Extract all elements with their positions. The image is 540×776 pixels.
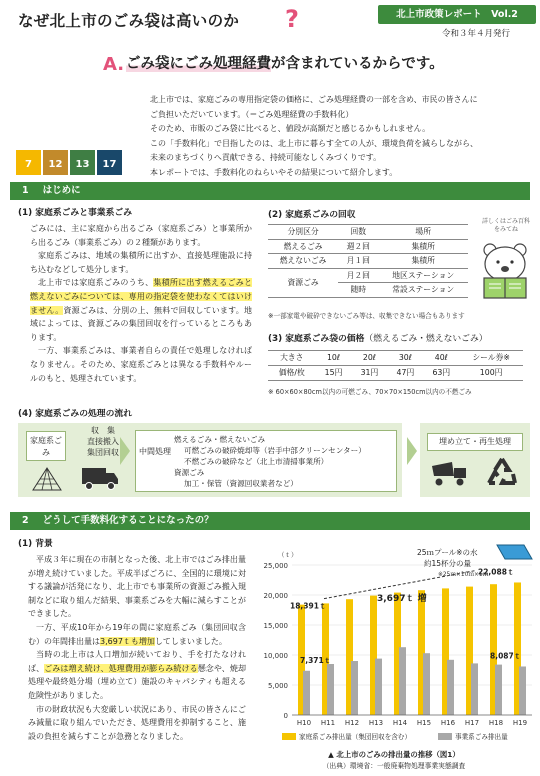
sdg-goal-icon: 12 (43, 150, 68, 175)
report-date: 令和３年４月発行 (442, 29, 511, 39)
y-tick-label: 5,000 (267, 682, 288, 690)
intro-text (150, 93, 530, 180)
x-tick-label: H17 (464, 719, 480, 727)
chart-caption: ▲ 北上市のごみの排出量の推移（図1） (328, 750, 460, 759)
table-row: 随時 常設ステーション (268, 283, 468, 298)
subsection-1-2-title: (2) 家庭系ごみの回収 (268, 210, 356, 220)
waste-trend-chart (252, 535, 536, 773)
bar-business (423, 653, 430, 715)
bar-business (351, 661, 358, 715)
sdg-goal-icon: 13 (70, 150, 95, 175)
flow-details: 燃えるごみ・燃えないごみ 可燃ごみの破砕焼却等（岩手中部クリーンセンター） 不燃ごみの破砕など（北上市清掃事業所） 資源ごみ 加工・保管（資源回収業者など） (174, 435, 366, 488)
flow-arrow-icon (407, 437, 417, 465)
intro-line: この「手数料化」で目指したのは、北上市に暮らす全ての人が、環境負荷を減らしながら、 (150, 138, 478, 148)
answer-heading (126, 54, 444, 75)
garbage-net-icon (30, 466, 64, 494)
flow-collect-labels: 収 集 直接搬入 集団回収 (87, 426, 119, 457)
dump-truck-icon (430, 458, 470, 490)
pool-label-1: 25ｍプール※の水 (417, 548, 478, 557)
intro-line: 未来のまちづくりへ貢献できる、持続可能なしくみづくりです。 (150, 153, 382, 162)
x-tick-label: H10 (296, 719, 312, 727)
data-label-h10-household: 18,391ｔ (290, 601, 327, 611)
x-tick-label: H13 (368, 719, 384, 727)
truck-icon (80, 464, 120, 492)
intro-line: ご負担いただいています。（＝ごみ処理経費の手数料化） (150, 109, 354, 119)
bar-business (327, 664, 334, 715)
data-label-h19-household: 22,088ｔ (478, 567, 515, 577)
subsection-1-1-title: (1) 家庭系ごみと事業系ごみ (18, 208, 132, 218)
recycle-icon (484, 456, 520, 490)
table-row: 価格/枚 15円 31円 47円 63円 100円 (268, 366, 523, 381)
sdg-goal-icon: 17 (97, 150, 122, 175)
section-1-header: 1 はじめに (10, 182, 530, 200)
collection-table: 分別区分 回数 場所 燃えるごみ 週２回 集積所 燃えないごみ 月１回 集積所 資源ごみ 月２回 地区ステーション 随時 常設ステーション (268, 224, 468, 298)
x-tick-label: H12 (344, 719, 360, 727)
data-label-h19-business: 8,087ｔ (490, 651, 522, 661)
bag-price-table (268, 350, 523, 381)
increase-label: 3,697ｔ 増 (377, 594, 427, 604)
y-tick-label: 0 (283, 712, 288, 720)
chart-source: （出典）環境省：一般廃棄物処理事業実態調査 (322, 762, 466, 770)
intro-line: 北上市では、家庭ごみの専用指定袋の価格に、ごみ処理経費の一部を含め、市民の皆さんに (150, 95, 478, 104)
x-tick-label: H16 (440, 719, 456, 727)
subsection-1-4-title: (4) 家庭系ごみの処理の流れ (18, 409, 132, 419)
pool-label-2: 約15杯分の量 (424, 559, 472, 568)
table-row: 燃えないごみ 月１回 集積所 (268, 254, 468, 269)
page-title: なぜ北上市のごみ袋は高いのか (18, 12, 240, 30)
collection-note: ※一部家電や破砕できないごみ等は、収集できない場合もあります (268, 312, 465, 320)
intro-line: そのため、市販のごみ袋に比べると、値段が高額だと感じるかもしれません。 (150, 124, 431, 133)
subsection-1-3-title: (3) 家庭系ごみ袋の価格（燃えるごみ・燃えないごみ） (268, 334, 488, 344)
x-tick-label: H19 (512, 719, 528, 727)
subsection-2-1-body: 平成３年に現在の市制となった後、北上市ではごみ排出量が増え続けていました。平成半ばごろに、全国的に環境に対する議論が活発になり、北上市でも事業所の資源ごみ搬入規制などに取り組んだ結果、事業系ごみを大幅に減らすことができました。 一方、平成10年から19年の間に家庭系ごみ（集団回収含む）の年間排出量は3,697ｔも増加してしまいました。 当時の北上市は人口増加が続いており、手を打たなければ、ごみは増え続け、処理費用が膨らみ続ける懸念や、焼却処理や最終処分場（埋め立て）施設のキャパシティも超える危険性がありました。 市の財政状況も大変厳しい状況にあり、市民の皆さんにごみ減量に取り組んでいただき、処理費用を抑制すること、施設の負担を減らすことが急務となりました。 (28, 555, 247, 741)
y-tick-label: 10,000 (263, 652, 288, 660)
bar-business (399, 647, 406, 715)
y-tick-label: 15,000 (263, 622, 288, 630)
bear-reading-icon (476, 240, 534, 302)
section-2-header: 2 どうして手数料化することになったの？ (10, 512, 530, 530)
intro-line: 本レポートでは、手数料化のねらいやその結果について紹介します。 (150, 167, 398, 177)
y-tick-label: 25,000 (263, 562, 288, 570)
bar-business (447, 660, 454, 715)
legend-label-business: 事業系ごみ排出量 (455, 733, 508, 741)
legend-swatch-business (438, 733, 452, 740)
legend-label-household: 家庭系ごみ排出量（集団回収を含む） (299, 733, 412, 741)
subsection-2-1-title: (1) 背景 (18, 539, 53, 549)
question-mark-icon: ? (285, 5, 299, 33)
bar-business (519, 666, 526, 715)
y-unit-label: （ｔ） (278, 551, 298, 559)
pool-icon (497, 545, 532, 559)
report-label: 北上市政策レポート Vol.2 (378, 5, 536, 24)
flow-end-box: 埋め立て・再生処理 (427, 433, 523, 451)
flow-arrow-icon (120, 437, 130, 465)
bar-business (303, 671, 310, 715)
pool-note: ※25ｍ×10ｍ×1ｍ (438, 572, 489, 578)
x-tick-label: H11 (320, 719, 336, 727)
bar-business (375, 659, 382, 715)
sdg-goal-icon: 7 (16, 150, 41, 175)
data-label-h10-business: 7,371ｔ (300, 655, 332, 665)
flow-middle-label: 中間処理 (139, 447, 171, 456)
x-tick-label: H18 (488, 719, 504, 727)
answer-prefix: A. (103, 54, 125, 75)
sdgs-icons (16, 150, 126, 175)
flow-source-box: 家庭系ごみ (26, 431, 66, 461)
bar-business (471, 663, 478, 715)
subsection-1-1-body: ごみには、主に家庭から出るごみ（家庭系ごみ）と事業所から出るごみ（事業系ごみ）の２種類があります。 家庭系ごみは、地域の集積所に出すか、直接処理施設に持ち込むなどして処分します。 北上市では家庭系ごみのうち、集積所に出す燃えるごみと燃えないごみについては、専用の指定袋を使わなくてはいけません。資源ごみは、分別の上、無料で回収しています。地域によっては、資源ごみの集団回収を行っているところもあります。 一方、事業系ごみは、事業者自らの責任で処理しなければなりません。そのため、家庭系ごみとは異なる手数料やルールのもと、処理されています。 (30, 224, 253, 383)
table-row: 燃えるごみ 週２回 集積所 (268, 239, 468, 254)
x-tick-label: H14 (392, 719, 408, 727)
legend-swatch-household (282, 733, 296, 740)
y-tick-label: 20,000 (263, 592, 288, 600)
bear-caption: 詳しくはごみ百科をみてね (481, 218, 530, 233)
bar-business (495, 665, 502, 715)
answer-rest: が含まれているからです。 (271, 56, 444, 72)
answer-highlight: ごみ袋にごみ処理経費 (126, 56, 271, 72)
x-tick-label: H15 (416, 719, 432, 727)
table-row: 資源ごみ 月２回 地区ステーション (268, 268, 468, 283)
table-row: 大きさ 10ℓ 20ℓ 30ℓ 40ℓ シール券※ (268, 351, 523, 366)
price-note: ※ 60×60×80cm以内の可燃ごみ、70×70×150cm以内の不燃ごみ (268, 388, 472, 396)
